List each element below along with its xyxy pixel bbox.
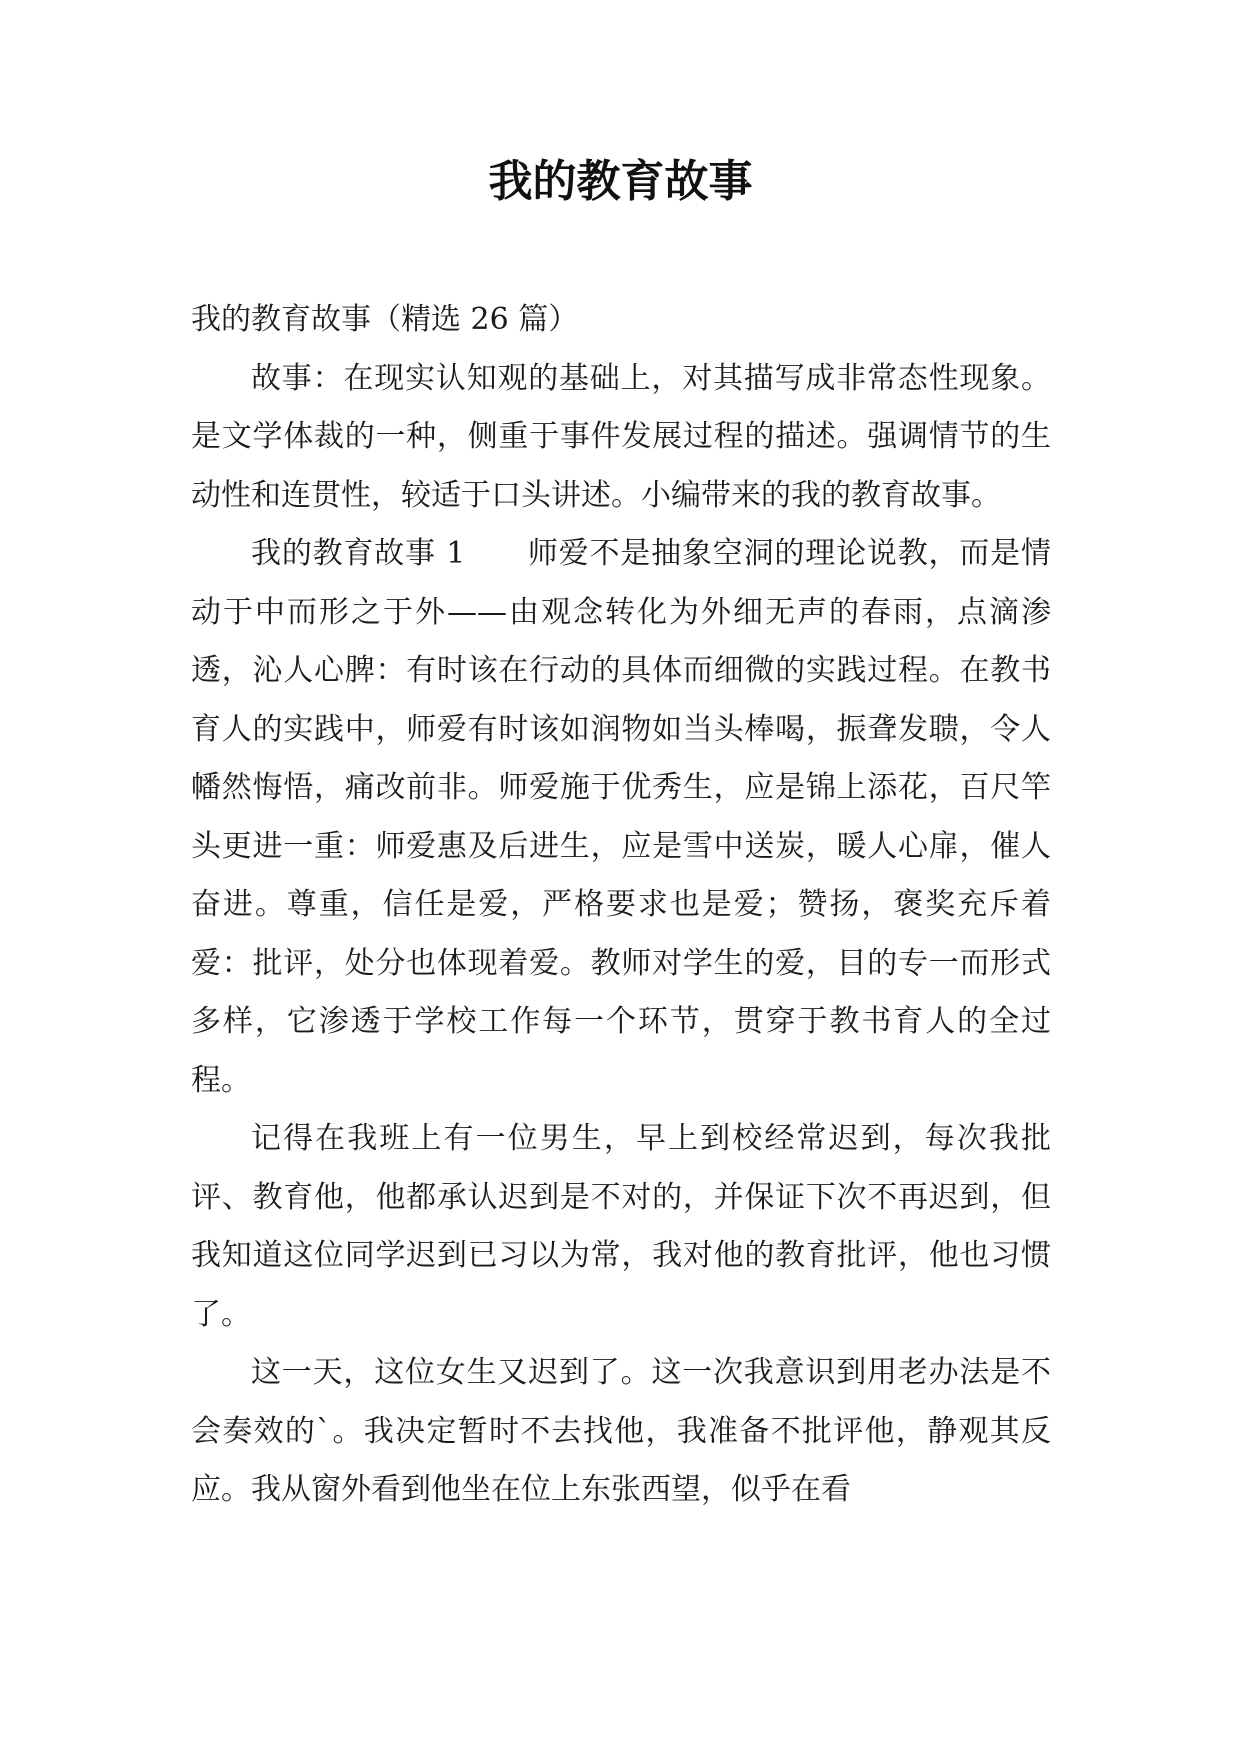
document-title: 我的教育故事 <box>488 156 753 207</box>
paragraph-story-1: 我的教育故事 1 师爱不是抽象空洞的理论说教，而是情动于中而形之于外——由观念转化为外细无声的春雨，点滴渗透，沁人心脾：有时该在行动的具体而细微的实践过程。在教书育人的实践中，师爱有时该如润物如当头棒喝，振聋发聩，令人幡然悔悟，痛改前非。师爱施于优秀生，应是锦上添花，百尺竿头更进一重：师爱惠及后进生，应是雪中送炭，暖人心扉，催人奋进。尊重，信任是爱，严格要求也是爱；赞扬，褒奖充斥着爱：批评，处分也体现着爱。教师对学生的爱，目的专一而形式多样，它渗透于学校工作每一个环节，贯穿于教书育人的全过程。 <box>191 536 1051 1098</box>
document-subtitle: 我的教育故事（精选 26 篇） <box>191 302 579 337</box>
document-body <box>191 291 1051 1520</box>
paragraph-intro: 故事：在现实认知观的基础上，对其描写成非常态性现象。是文学体裁的一种，侧重于事件发展过程的描述。强调情节的生动性和连贯性，较适于口头讲述。小编带来的我的教育故事。 <box>191 360 1051 513</box>
paragraph-late-student: 记得在我班上有一位男生，早上到校经常迟到，每次我批评、教育他，他都承认迟到是不对的，并保证下次不再迟到，但我知道这位同学迟到已习以为常，我对他的教育批评，他也习惯了。 <box>191 1121 1051 1332</box>
paragraph-that-day: 这一天，这位女生又迟到了。这一次我意识到用老办法是不会奏效的`。我决定暂时不去找他，我准备不批评他，静观其反应。我从窗外看到他坐在位上东张西望，似乎在看 <box>191 1355 1051 1507</box>
